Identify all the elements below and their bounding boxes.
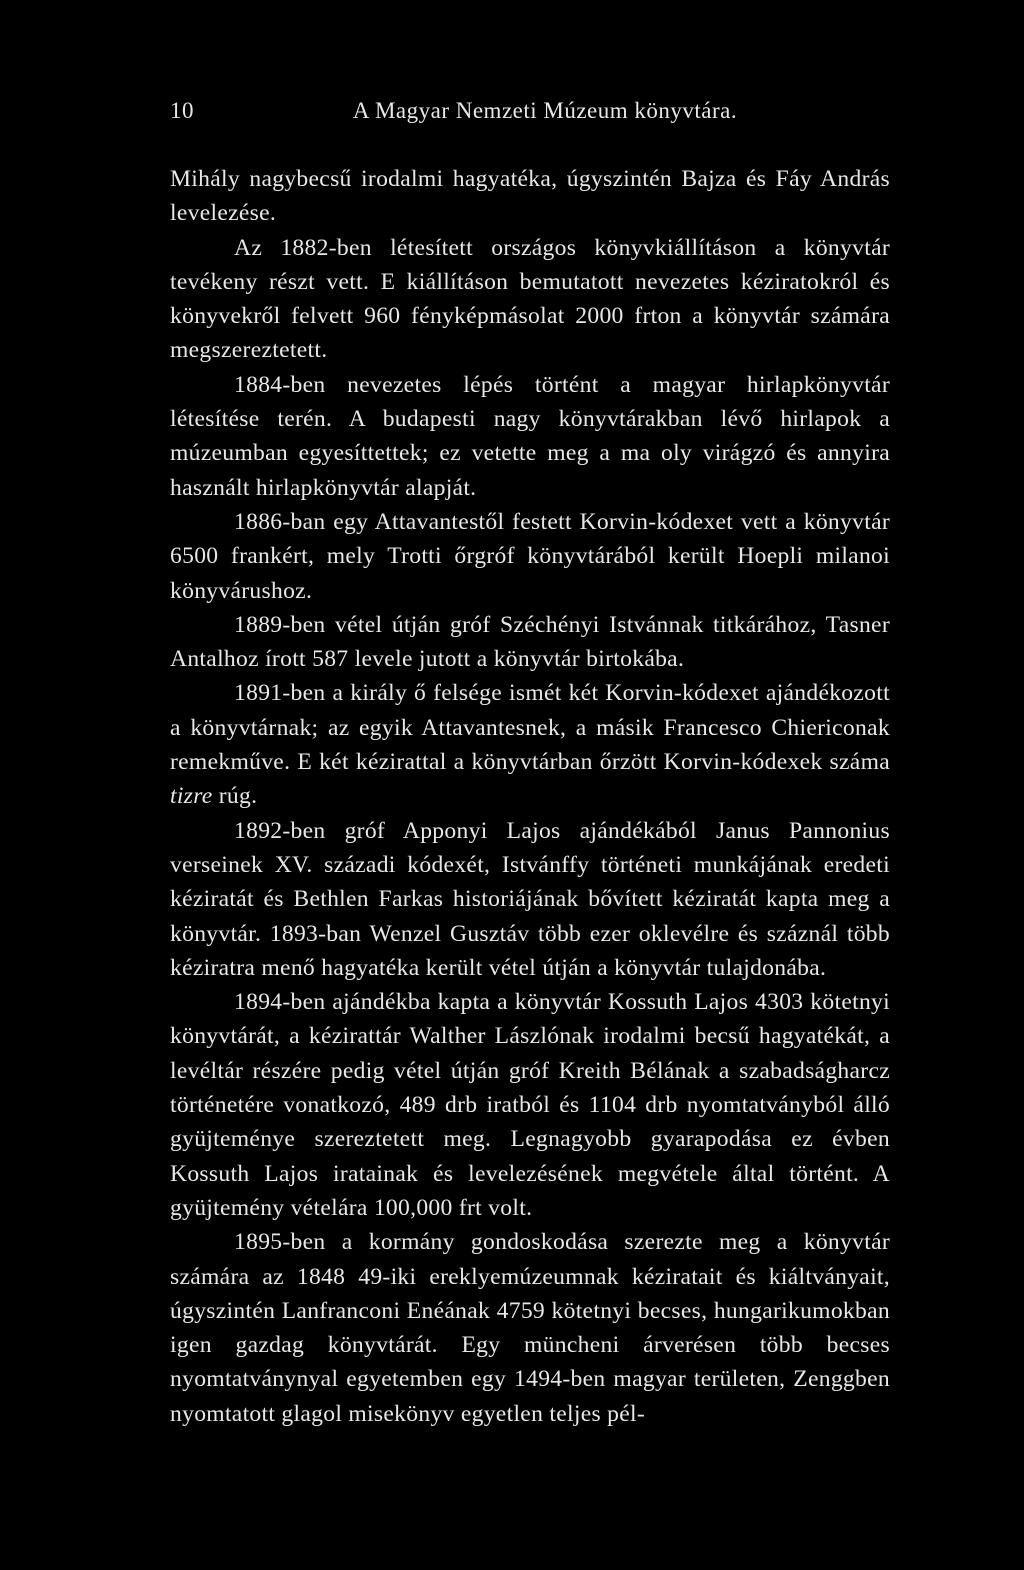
paragraph-6-emphasis: tizre <box>170 783 213 810</box>
paragraph-6-text-before: 1891-ben a király ő felsége ismét két Korvin-kódexet ajándékozott a könyvtárnak; az egyik Attavantesnek, a másik Francesco Chiericonak remekműve. E két kézirattal a könyvtárban őrzött Korvin-kódexek száma <box>170 680 890 776</box>
paragraph-4: 1886-ban egy Attavantestől festett Korvin-kódexet vett a könyvtár 6500 frankért, mely Trotti őrgróf könyvtárából került Hoepli milanoi könyvárushoz. <box>170 508 890 604</box>
paragraph-8: 1894-ben ajándékba kapta a könyvtár Kossuth Lajos 4303 kötetnyi könyvtárát, a kézirattár Walther Lászlónak irodalmi becsű hagyatékát, a levéltár részére pedig vétel útján gróf Kreith Bélának a szabadságharcz történetére vonatkozó, 489 drb iratból és 1104 drb nyomtatványból álló gyüjteménye szereztetett meg. Legnagyobb gyarapodása ez évben Kossuth Lajos iratainak és levelezésének megvétele által történt. A gyüjtemény vételára 100,000 frt volt. <box>170 989 890 1221</box>
paragraph-1: Mihály nagybecsű irodalmi hagyatéka, úgyszintén Bajza és Fáy András levelezése. <box>170 166 890 227</box>
paragraph-3: 1884-ben nevezetes lépés történt a magyar hirlapkönyvtár létesítése terén. A budapesti nagy könyvtárakban lévő hirlapok a múzeumban egyesíttettek; ez vetette meg a ma oly virágzó és annyira használt hirlapkönyvtár alapját. <box>170 371 890 501</box>
paragraph-2: Az 1882-ben létesített országos könyvkiállításon a könyvtár tevékeny részt vett. E kiállításon bemutatott nevezetes kéziratokról és könyvekről felvett 960 fényképmásolat 2000 frton a könyvtár számára megszereztetett. <box>170 234 890 364</box>
page-number: 10 <box>170 98 194 123</box>
paragraph-6 <box>170 676 890 813</box>
body-text <box>170 162 890 1431</box>
running-title: A Magyar Nemzeti Múzeum könyvtára. <box>352 98 738 123</box>
paragraph-9: 1895-ben a kormány gondoskodása szerezte meg a könyvtár számára az 1848 49-iki ereklyemúzeumnak kéziratait és kiáltványait, úgyszintén Lanfranconi Enéának 4759 kötetnyi becses, hungarikumokban igen gazdag könyvtárát. Egy müncheni árverésen több becses nyomtatványnyal egyetemben egy 1494-ben magyar területen, Zenggben nyomtatott glagol misekönyv egyetlen teljes pél- <box>170 1229 890 1427</box>
paragraph-7: 1892-ben gróf Apponyi Lajos ajándékából Janus Pannonius verseinek XV. századi kódexét, Istvánffy történeti munkájának eredeti kéziratát és Bethlen Farkas historiájának bővített kéziratát kapta meg a könyvtár. 1893-ban Wenzel Gusztáv több ezer oklevélre és száznál több kéziratra menő hagyatéka került vétel útján a könyvtár tulajdonába. <box>170 817 890 981</box>
page-header <box>170 98 890 132</box>
paragraph-5: 1889-ben vétel útján gróf Széchényi Istvánnak titkárához, Tasner Antalhoz írott 587 levele jutott a könyvtár birtokába. <box>170 611 890 673</box>
paragraph-6-text-after: rúg. <box>212 783 258 810</box>
